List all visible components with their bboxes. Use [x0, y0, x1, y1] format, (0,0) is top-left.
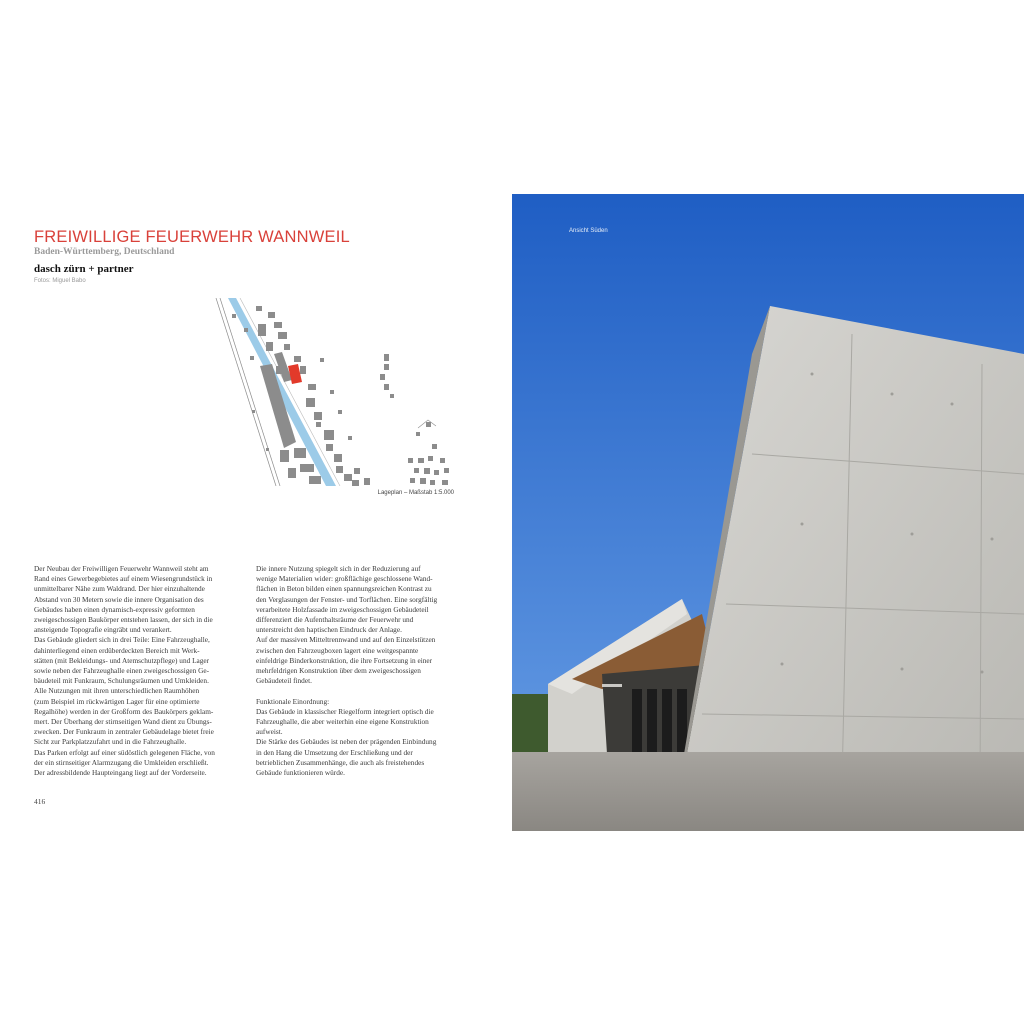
- text-line: Fahrzeughalle, die aber weiterhin eine eigene Konstruktion: [256, 717, 429, 727]
- text-line: Die innere Nutzung spiegelt sich in der Reduzierung auf: [256, 564, 421, 573]
- text-line: Regalhöhe) werden in der Großform des Baukörpers geklam-: [34, 706, 214, 716]
- text-line: Die Stärke des Gebäudes ist neben der prägenden Einbindung: [256, 737, 437, 747]
- text-line: betrieblichen Zusammenhänge, die auch als freistehendes: [256, 757, 425, 767]
- building-photo: [512, 194, 1024, 831]
- text-line: ansteigende Topografie eingräbt und verankert.: [34, 625, 172, 635]
- text-line: verarbeitete Holzfassade im zweigeschossigen Gebäudeteil: [256, 604, 429, 614]
- text-line: Sicht zur Parkplatzzufahrt und in die Fahrzeughalle.: [34, 737, 187, 747]
- text-line: mert. Der Überhang der stirnseitigen Wand dient zu Übungs-: [34, 717, 212, 727]
- text-line: Funktionale Einordnung:: [256, 696, 330, 706]
- text-line: wenige Materialien wider: großflächige geschlossene Wand-: [256, 574, 433, 584]
- text-line: Das Parken erfolgt auf einer südöstlich gelegenen Fläche, von: [34, 747, 215, 757]
- text-line: Alle Nutzungen mit ihren unterschiedlichen Raumhöhen: [34, 686, 200, 696]
- text-line: Das Gebäude gliedert sich in drei Teile: Eine Fahrzeughalle,: [34, 635, 210, 645]
- photo-caption: Ansicht Süden: [569, 228, 608, 234]
- text-line: flächen in Beton bilden einen spannungsreichen Kontrast zu: [256, 584, 432, 594]
- text-line: bäudeteil mit Funkraum, Schulungsräumen und Umkleiden.: [34, 676, 209, 686]
- text-line: mehrfeldrigen Konstruktion über dem zweigeschossigen: [256, 666, 421, 676]
- text-line: Auf der massiven Mitteltrennwand und auf den Einzelstützen: [256, 635, 436, 645]
- body-text-column-2: [256, 564, 456, 778]
- text-line: Rand eines Gewerbegebietes auf einem Wiesengrundstück in: [34, 574, 213, 584]
- text-line: [256, 686, 456, 696]
- text-line: zwecken. Der Funkraum in zentraler Gebäudelage bietet freie: [34, 727, 214, 737]
- text-line: der ein stirnseitiger Alarmzugang die Umkleiden erschließt.: [34, 757, 209, 767]
- text-line: aufweist.: [256, 727, 283, 737]
- text-line: unmittelbarer Nähe zum Waldrand. Der hier einzuhaltende: [34, 584, 205, 594]
- text-line: (zum Beispiel im rückwärtigen Lager für eine optimierte: [34, 696, 200, 706]
- text-line: dahinterliegend einen erdüberdeckten Bereich mit Werk-: [34, 645, 200, 655]
- site-plan-map: [214, 298, 460, 486]
- site-plan-caption: Lageplan – Maßstab 1:5.000: [377, 490, 454, 496]
- text-line: stätten (mit Bekleidungs- und Atemschutzpflege) und Lager: [34, 655, 210, 665]
- photo-credit: Fotos: Miguel Babo: [34, 278, 86, 284]
- text-line: sowie neben der Fahrzeughalle einen zweigeschossigen Ge-: [34, 666, 210, 676]
- text-line: zwischen den Fahrzeugboxen lagert eine weitgespannte: [256, 645, 419, 655]
- text-line: den Verglasungen der Fenster- und Torflächen. Eine sorgfältig: [256, 594, 438, 604]
- text-line: Gebäudeteil findet.: [256, 676, 312, 686]
- project-title: FREIWILLIGE FEUERWEHR WANNWEIL: [34, 228, 350, 246]
- text-line: unterstreicht den haptischen Eindruck der Anlage.: [256, 625, 402, 635]
- project-location: Baden-Württemberg, Deutschland: [34, 247, 175, 257]
- text-line: Das Gebäude in klassischer Riegelform integriert optisch die: [256, 706, 434, 716]
- text-line: Der adressbildende Haupteingang liegt auf der Vorderseite.: [34, 768, 207, 778]
- page-number: 416: [34, 797, 46, 806]
- text-line: Gebäudes haben einen dynamisch-expressiv geformten: [34, 604, 195, 614]
- text-line: einfeldrige Binderkonstruktion, die ihre Fortsetzung in einer: [256, 655, 433, 665]
- body-text-column-1: [34, 564, 234, 778]
- architect-name: dasch zürn + partner: [34, 263, 134, 275]
- text-line: Der Neubau der Freiwilligen Feuerwehr Wannweil steht am: [34, 564, 209, 573]
- text-line: zweigeschossigen Baukörper entstehen lassen, der sich in die: [34, 615, 213, 625]
- text-line: in den Hang die Umsetzung der Erschließung und der: [256, 747, 413, 757]
- text-line: Gebäude funktionieren würde.: [256, 768, 345, 778]
- text-line: differenziert die Aufenthaltsräume der Feuerwehr und: [256, 615, 414, 625]
- text-line: Abstand von 30 Metern sowie die innere Organisation des: [34, 594, 204, 604]
